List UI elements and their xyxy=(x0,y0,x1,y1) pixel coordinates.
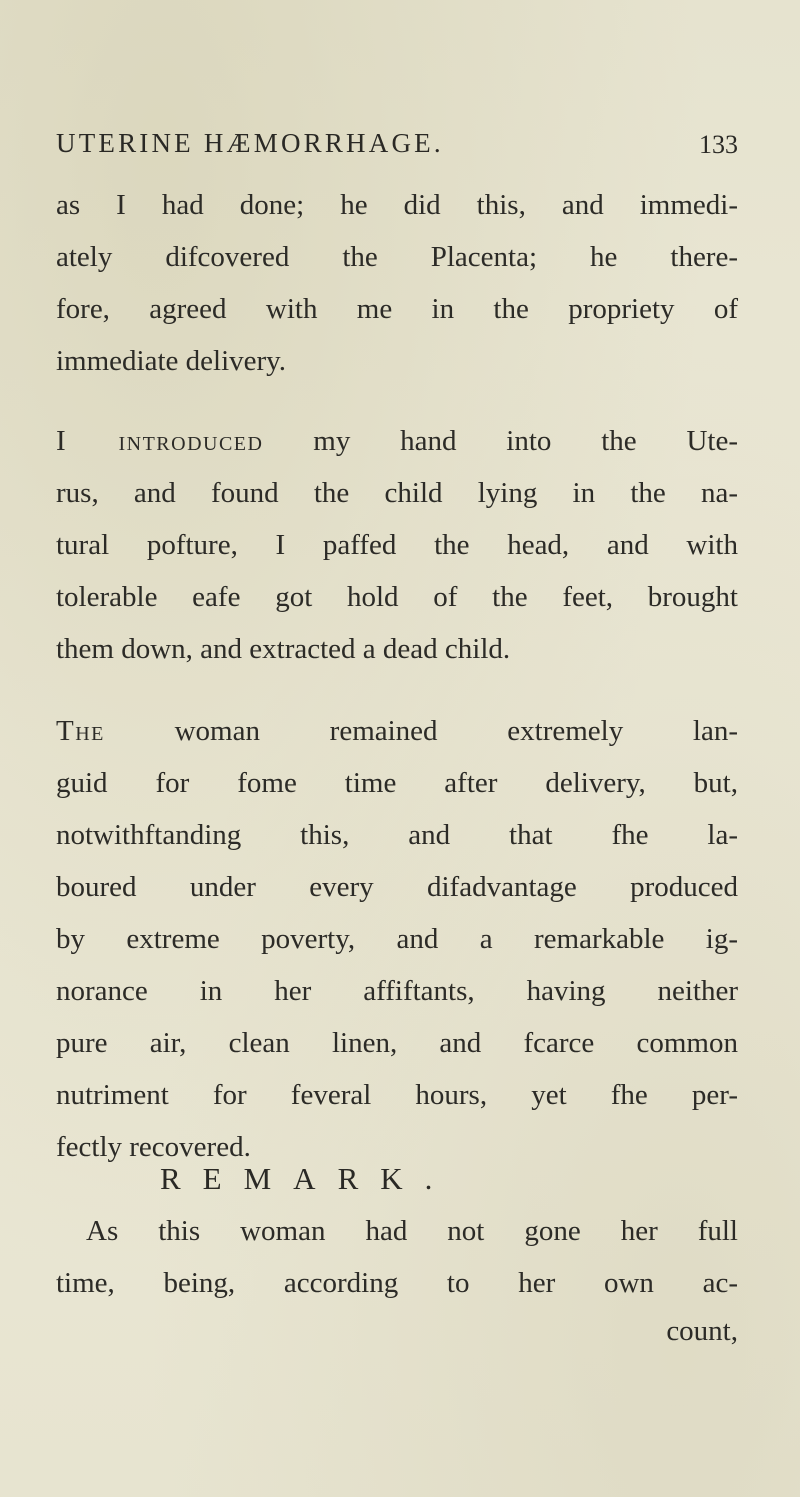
paragraph-2-line-2: rus, and found the child lying in the na- xyxy=(56,477,738,509)
paragraph-3-line-5: by extreme poverty, and a remarkable ig- xyxy=(56,923,738,955)
paragraph-3-lead-caps: The xyxy=(56,715,105,747)
remark-line-1: As this woman had not gone her full xyxy=(86,1215,738,1247)
paragraph-2-line-1-text: my hand into the Ute- xyxy=(313,425,738,457)
paragraph-1-line-2: ately difcovered the Placenta; he there- xyxy=(56,241,738,273)
paragraph-1-line-3: fore, agreed with me in the propriety of xyxy=(56,293,738,325)
paragraph-3-line-1 xyxy=(56,711,738,751)
page-number: 133 xyxy=(699,130,738,159)
paragraph-1-line-4: immediate delivery. xyxy=(56,345,287,377)
paragraph-3-line-9: fectly recovered. xyxy=(56,1131,251,1163)
remark-line-2: time, being, according to her own ac- xyxy=(56,1267,738,1299)
paragraph-2-line-3: tural pofture, I paffed the head, and with xyxy=(56,529,738,561)
paragraph-2-lead-caps: I introduced xyxy=(56,425,264,457)
remark-heading: REMARK. xyxy=(160,1161,455,1196)
paragraph-3-line-4: boured under every difadvantage produced xyxy=(56,871,738,903)
paragraph-1-line-1: as I had done; he did this, and immedi- xyxy=(56,189,738,221)
paragraph-2-line-5: them down, and extracted a dead child. xyxy=(56,633,511,665)
paragraph-3-line-7: pure air, clean linen, and fcarce common xyxy=(56,1027,738,1059)
paragraph-2-line-1 xyxy=(56,421,738,461)
paragraph-3-line-1-text: woman remained extremely lan- xyxy=(174,715,739,747)
paragraph-3-line-6: norance in her affiftants, having neither xyxy=(56,975,738,1007)
paragraph-3-line-2: guid for fome time after delivery, but, xyxy=(56,767,738,799)
paragraph-3-line-3: notwithftanding this, and that fhe la- xyxy=(56,819,738,851)
catchword: count, xyxy=(666,1315,738,1347)
paragraph-2-line-4: tolerable eafe got hold of the feet, brought xyxy=(56,581,738,613)
page-header xyxy=(56,128,738,172)
paragraph-3-line-8: nutriment for feveral hours, yet fhe per- xyxy=(56,1079,738,1111)
running-title: UTERINE HÆMORRHAGE. xyxy=(56,128,444,158)
